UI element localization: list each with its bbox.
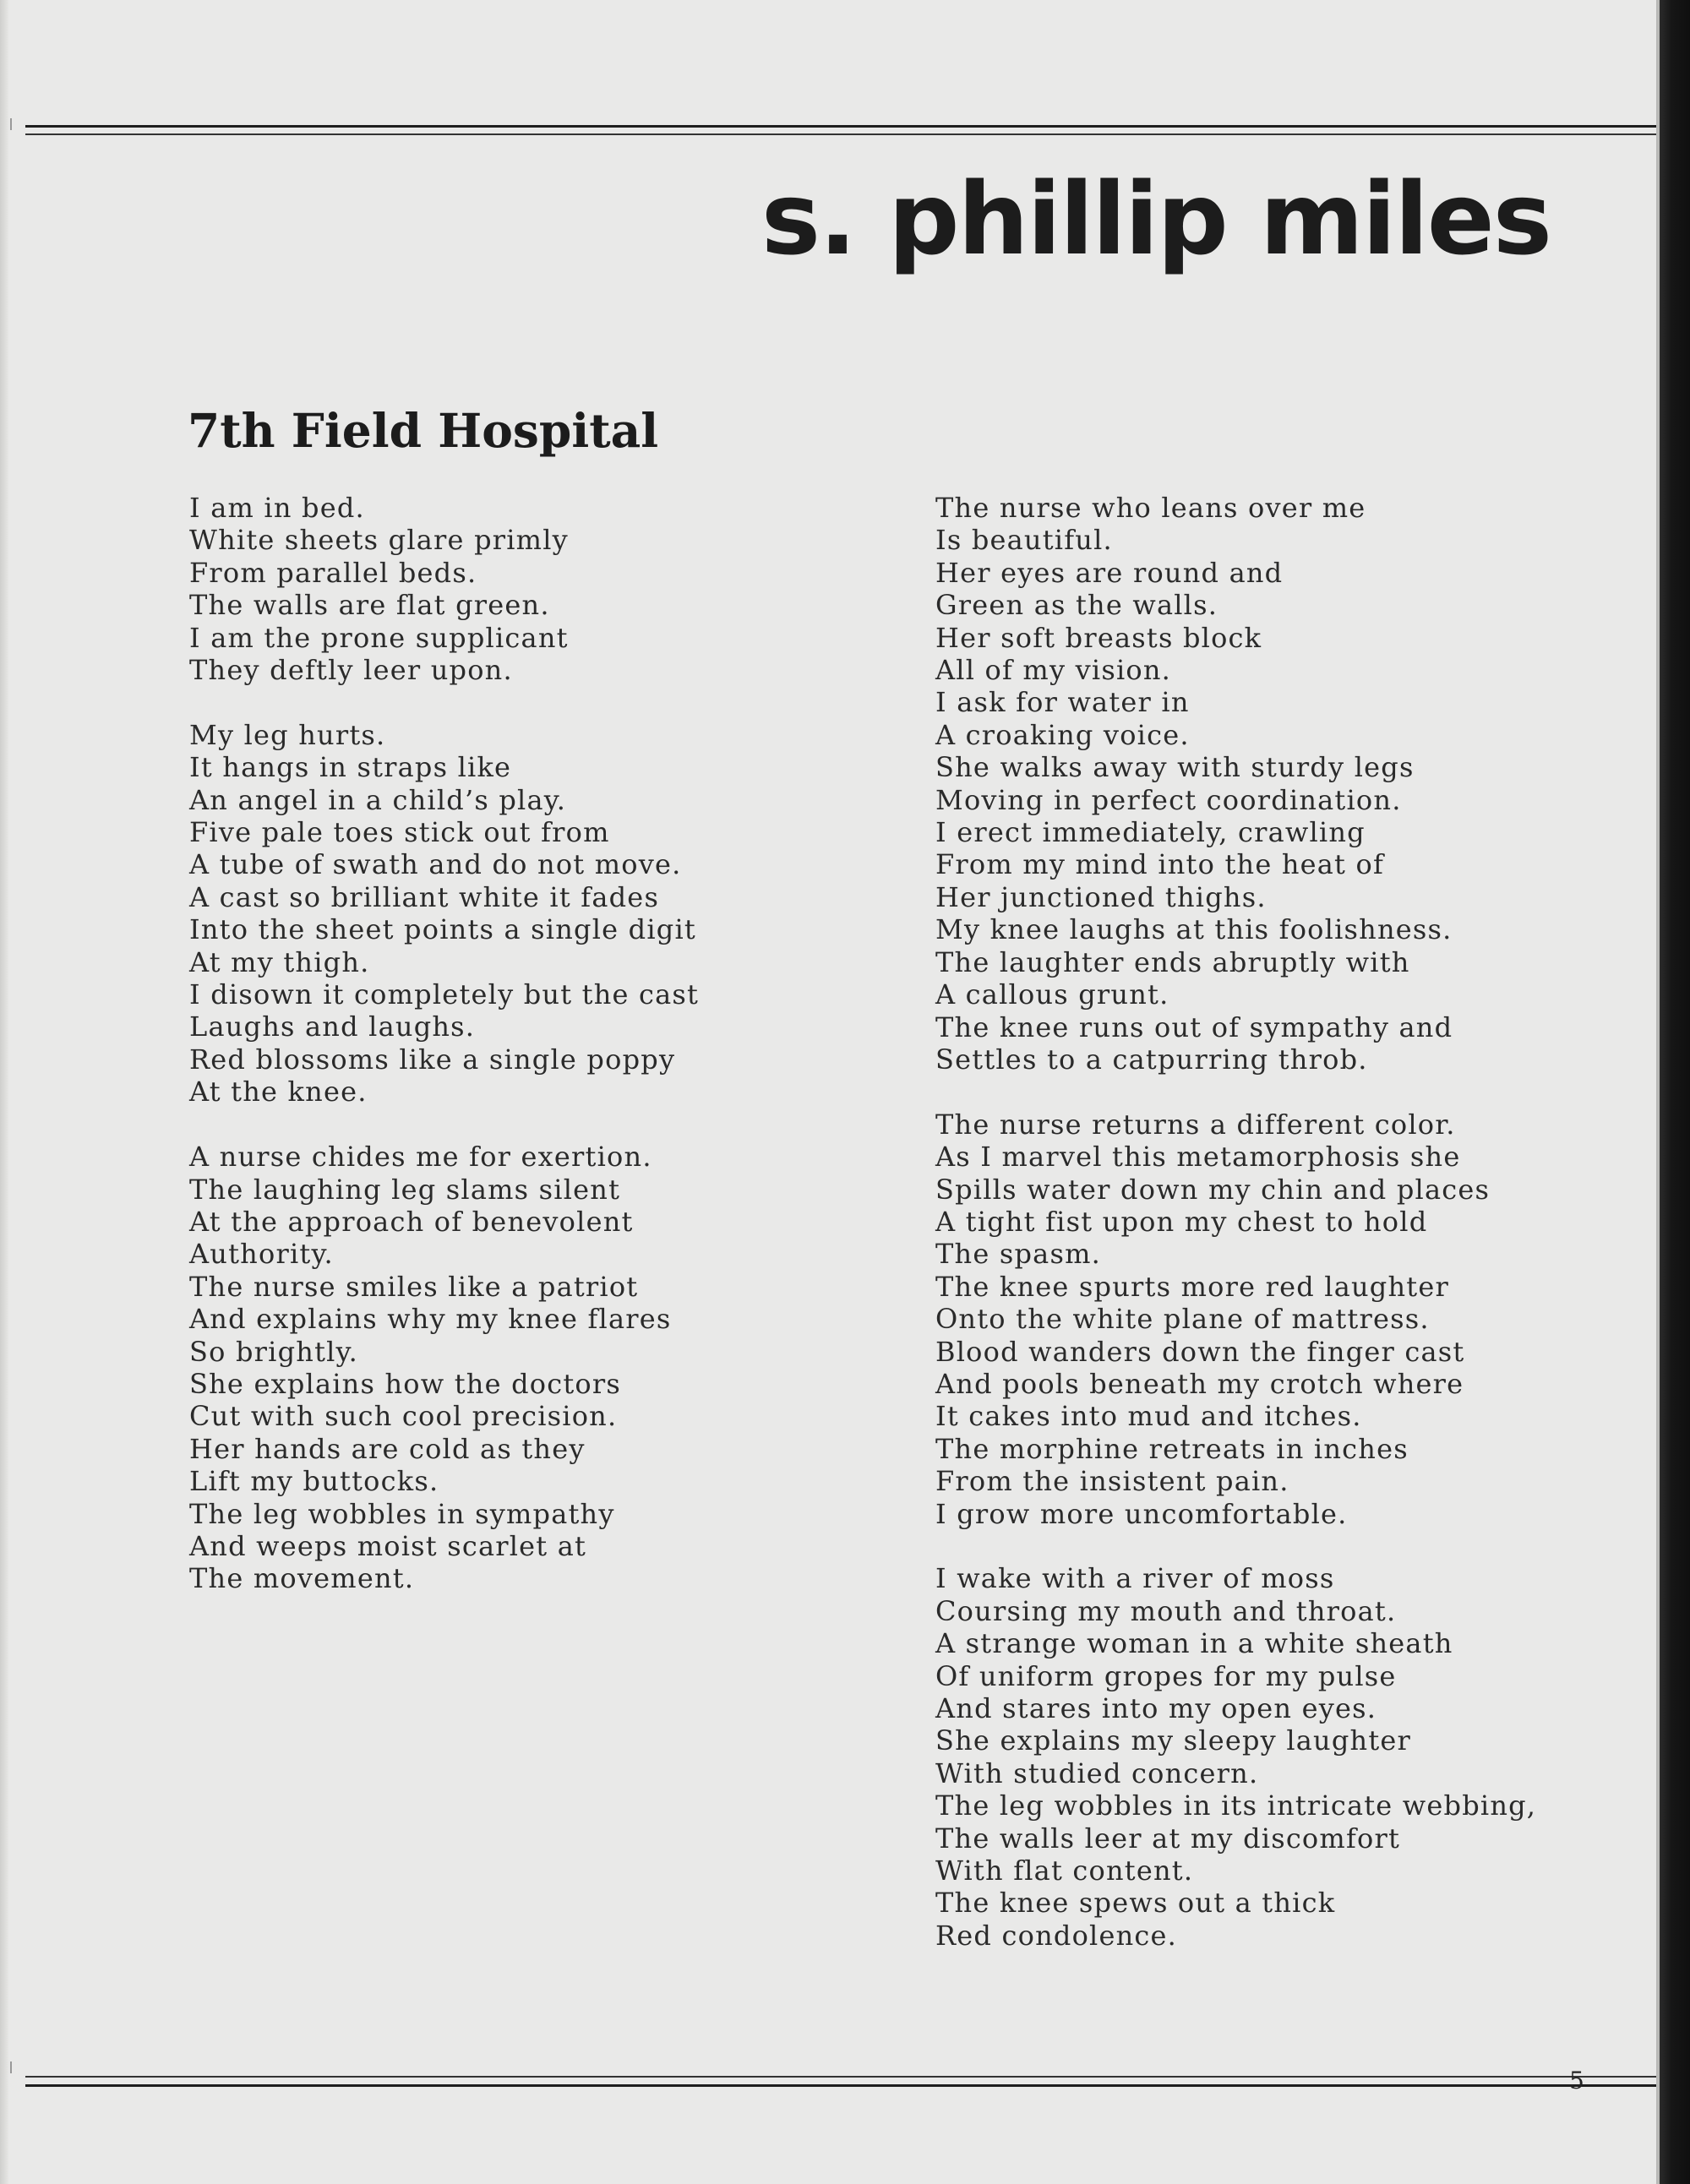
poem-line: The laughter ends abruptly with: [935, 945, 1410, 978]
poem-stanza: [935, 1562, 1561, 1952]
poem-line: Coursing my mouth and throat.: [935, 1594, 1397, 1627]
poem-title: 7th Field Hospital: [188, 403, 659, 458]
poem-line: They deftly leer upon.: [189, 654, 513, 687]
poem-line: Onto the white plane of mattress.: [935, 1303, 1430, 1336]
poem-line: A nurse chides me for exertion.: [189, 1141, 652, 1174]
poem-line: It hangs in straps like: [189, 751, 512, 784]
poem-line: I ask for water in: [935, 686, 1190, 719]
bottom-rule: [25, 2084, 1656, 2087]
poem-stanza: [189, 1141, 882, 1595]
poem-right-column: [935, 492, 1561, 1985]
poem-line: Moving in perfect coordination.: [935, 783, 1402, 816]
poem-stanza: [189, 719, 882, 1108]
poem-line: Laughs and laughs.: [189, 1010, 476, 1043]
poem-line: It cakes into mud and itches.: [935, 1400, 1362, 1433]
poem-line: My knee laughs at this foolishness.: [935, 913, 1453, 946]
poem-line: I disown it completely but the cast: [189, 978, 700, 1011]
poem-line: Her hands are cold as they: [189, 1432, 586, 1465]
poem-line: The laughing leg slams silent: [189, 1173, 621, 1206]
poem-line: Lift my buttocks.: [189, 1465, 439, 1498]
poem-line: Five pale toes stick out from: [189, 816, 610, 849]
poem-line: Settles to a catpurring throb.: [935, 1043, 1368, 1076]
poem-line: I am the prone supplicant: [189, 621, 569, 654]
poem-line: Blood wanders down the finger cast: [935, 1335, 1465, 1368]
poem-line: As I marvel this metamorphosis she: [935, 1141, 1461, 1174]
poem-line: Her eyes are round and: [935, 556, 1284, 589]
poem-line: And weeps moist scarlet at: [189, 1529, 587, 1562]
poem-line: All of my vision.: [935, 654, 1172, 687]
poem-line: A tube of swath and do not move.: [189, 848, 682, 881]
dark-background-edge: [1660, 0, 1690, 2184]
poem-line: The morphine retreats in inches: [935, 1432, 1409, 1465]
poem-line: Red condolence.: [935, 1919, 1178, 1952]
poem-line: A tight fist upon my chest to hold: [935, 1205, 1428, 1238]
poem-line: Authority.: [189, 1238, 334, 1271]
poem-line: The spasm.: [935, 1238, 1101, 1271]
poem-line: The walls leer at my discomfort: [935, 1822, 1401, 1854]
page-number: 5: [1569, 2067, 1584, 2094]
poem-line: Into the sheet points a single digit: [189, 913, 696, 946]
poem-line: I erect immediately, crawling: [935, 816, 1366, 849]
poem-left-column: [189, 492, 882, 1627]
bottom-rule-thin: [25, 2076, 1656, 2078]
poem-line: I grow more uncomfortable.: [935, 1497, 1348, 1530]
poem-line: And pools beneath my crotch where: [935, 1367, 1464, 1400]
poem-line: A cast so brilliant white it fades: [189, 880, 660, 913]
poem-line: Is beautiful.: [935, 524, 1113, 557]
poem-line: At my thigh.: [189, 945, 370, 978]
poem-line: And explains why my knee flares: [189, 1303, 672, 1336]
binding-mark: [10, 118, 12, 130]
poem-line: I am in bed.: [189, 492, 365, 524]
poem-line: So brightly.: [189, 1335, 358, 1368]
poem-line: The knee runs out of sympathy and: [935, 1010, 1453, 1043]
poem-line: She explains my sleepy laughter: [935, 1724, 1412, 1757]
poem-line: She walks away with sturdy legs: [935, 751, 1415, 784]
poem-line: Her junctioned thighs.: [935, 880, 1267, 913]
poem-line: The leg wobbles in sympathy: [189, 1497, 615, 1530]
poem-line: The nurse who leans over me: [935, 492, 1366, 524]
poem-line: At the approach of benevolent: [189, 1205, 634, 1238]
top-rule: [25, 125, 1656, 128]
poem-line: With flat content.: [935, 1854, 1194, 1887]
poem-line: The walls are flat green.: [189, 589, 550, 622]
poem-line: A strange woman in a white sheath: [935, 1627, 1453, 1660]
poem-line: The knee spews out a thick: [935, 1887, 1336, 1920]
poem-line: From parallel beds.: [189, 556, 477, 589]
poem-line: Cut with such cool precision.: [189, 1400, 618, 1433]
poem-line: The nurse smiles like a patriot: [189, 1270, 639, 1303]
poem-line: White sheets glare primly: [189, 524, 569, 557]
poem-stanza: [935, 1108, 1561, 1530]
poem-line: A callous grunt.: [935, 978, 1169, 1011]
poem-line: Red blossoms like a single poppy: [189, 1043, 676, 1076]
poem-stanza: [935, 492, 1561, 1076]
poem-line: At the knee.: [189, 1076, 368, 1108]
poem-line: The nurse returns a different color.: [935, 1108, 1456, 1141]
poem-line: Spills water down my chin and places: [935, 1173, 1491, 1206]
poem-line: The leg wobbles in its intricate webbing,: [935, 1789, 1537, 1822]
poem-line: The movement.: [189, 1562, 415, 1595]
top-rule-thin: [25, 133, 1656, 135]
page-binding-edge: [0, 0, 8, 2184]
author-name: s. phillip miles: [760, 161, 1551, 277]
poem-line: An angel in a child’s play.: [189, 783, 567, 816]
poem-line: From my mind into the heat of: [935, 848, 1385, 881]
poem-line: The knee spurts more red laughter: [935, 1270, 1449, 1303]
poem-line: I wake with a river of moss: [935, 1562, 1335, 1595]
poem-line: My leg hurts.: [189, 718, 386, 751]
poem-line: From the insistent pain.: [935, 1465, 1289, 1498]
poem-line: Her soft breasts block: [935, 621, 1262, 654]
poem-line: With studied concern.: [935, 1756, 1259, 1789]
poem-line: She explains how the doctors: [189, 1367, 621, 1400]
poem-line: Green as the walls.: [935, 589, 1218, 622]
poem-line: And stares into my open eyes.: [935, 1692, 1377, 1724]
poem-line: A croaking voice.: [935, 718, 1190, 751]
binding-mark: [10, 2061, 12, 2073]
poem-stanza: [189, 492, 882, 686]
poem-line: Of uniform gropes for my pulse: [935, 1659, 1397, 1692]
